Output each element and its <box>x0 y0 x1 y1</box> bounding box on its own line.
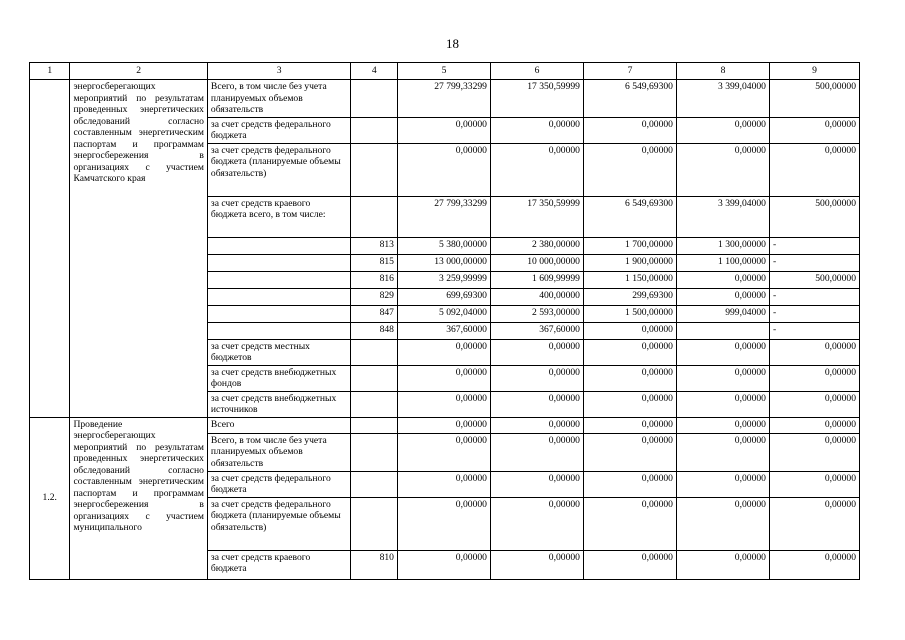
funding-source: за счет средств федерального бюджета (планируемые объемы обязательств) <box>207 497 351 550</box>
value-year-3: 3 399,04000 <box>676 80 769 118</box>
value-year-3: 0,00000 <box>676 433 769 471</box>
budget-code <box>351 339 398 365</box>
value-year-2: 0,00000 <box>583 117 676 143</box>
row-number: 1.2. <box>30 417 70 579</box>
budget-table <box>29 62 860 580</box>
value-year-3 <box>676 322 769 339</box>
budget-code: 848 <box>351 322 398 339</box>
value-year-2: 299,69300 <box>583 288 676 305</box>
funding-source: за счет средств федерального бюджета <box>207 117 351 143</box>
value-year-1: 0,00000 <box>490 391 583 417</box>
value-total: 0,00000 <box>397 365 490 391</box>
value-total: 5 092,04000 <box>397 305 490 322</box>
value-year-3: 0,00000 <box>676 497 769 550</box>
budget-code <box>351 471 398 497</box>
value-year-1: 0,00000 <box>490 365 583 391</box>
value-year-1: 17 350,59999 <box>490 196 583 237</box>
value-total: 5 380,00000 <box>397 237 490 254</box>
value-year-3: 0,00000 <box>676 365 769 391</box>
value-year-2: 0,00000 <box>583 433 676 471</box>
value-year-4: - <box>769 237 859 254</box>
value-year-2: 1 700,00000 <box>583 237 676 254</box>
column-header: 7 <box>583 63 676 80</box>
value-year-4: 0,00000 <box>769 339 859 365</box>
budget-code <box>351 117 398 143</box>
value-year-1: 0,00000 <box>490 143 583 196</box>
value-year-3: 0,00000 <box>676 117 769 143</box>
value-year-2: 0,00000 <box>583 143 676 196</box>
budget-code <box>351 365 398 391</box>
value-total: 0,00000 <box>397 433 490 471</box>
funding-source: Всего <box>207 417 351 433</box>
page-number: 18 <box>446 36 459 51</box>
budget-code <box>351 143 398 196</box>
value-year-4: - <box>769 254 859 271</box>
value-year-4: 0,00000 <box>769 471 859 497</box>
value-total: 0,00000 <box>397 143 490 196</box>
value-year-2: 0,00000 <box>583 365 676 391</box>
activity-name: Проведение энергосберегающих мероприятий по результатам проведенных энергетических обследований согласно составленным энергетическим паспортам и программам энергосбережения в организациях с участием муниципального <box>70 417 207 579</box>
value-year-2: 0,00000 <box>583 339 676 365</box>
value-year-1: 2 593,00000 <box>490 305 583 322</box>
value-year-1: 367,60000 <box>490 322 583 339</box>
value-year-4: 500,00000 <box>769 80 859 118</box>
header-row <box>30 63 860 80</box>
value-year-4: 0,00000 <box>769 550 859 579</box>
column-header: 5 <box>397 63 490 80</box>
value-year-1: 400,00000 <box>490 288 583 305</box>
budget-code: 829 <box>351 288 398 305</box>
value-year-4: - <box>769 288 859 305</box>
value-total: 0,00000 <box>397 417 490 433</box>
value-year-1: 0,00000 <box>490 417 583 433</box>
column-header: 3 <box>207 63 351 80</box>
budget-code: 813 <box>351 237 398 254</box>
funding-source <box>207 305 351 322</box>
budget-code: 847 <box>351 305 398 322</box>
funding-source: Всего, в том числе без учета планируемых объемов обязательств <box>207 433 351 471</box>
value-year-4: 0,00000 <box>769 391 859 417</box>
value-total: 3 259,99999 <box>397 271 490 288</box>
value-year-4: 500,00000 <box>769 271 859 288</box>
value-year-1: 10 000,00000 <box>490 254 583 271</box>
column-header: 1 <box>30 63 70 80</box>
funding-source: за счет средств краевого бюджета <box>207 550 351 579</box>
column-header: 6 <box>490 63 583 80</box>
value-year-3: 0,00000 <box>676 288 769 305</box>
value-year-3: 1 100,00000 <box>676 254 769 271</box>
value-year-1: 0,00000 <box>490 471 583 497</box>
value-year-3: 0,00000 <box>676 550 769 579</box>
value-year-3: 3 399,04000 <box>676 196 769 237</box>
budget-code <box>351 196 398 237</box>
funding-source <box>207 288 351 305</box>
value-year-2: 6 549,69300 <box>583 196 676 237</box>
value-year-4: 0,00000 <box>769 143 859 196</box>
value-year-2: 0,00000 <box>583 322 676 339</box>
budget-code: 815 <box>351 254 398 271</box>
value-year-3: 0,00000 <box>676 271 769 288</box>
value-year-1: 0,00000 <box>490 117 583 143</box>
funding-source: за счет средств внебюджетных источников <box>207 391 351 417</box>
funding-source: за счет средств федерального бюджета (планируемые объемы обязательств) <box>207 143 351 196</box>
value-year-2: 0,00000 <box>583 497 676 550</box>
value-total: 0,00000 <box>397 550 490 579</box>
column-header: 8 <box>676 63 769 80</box>
funding-source: Всего, в том числе без учета планируемых объемов обязательств <box>207 80 351 118</box>
column-header: 4 <box>351 63 398 80</box>
funding-source <box>207 237 351 254</box>
value-year-3: 1 300,00000 <box>676 237 769 254</box>
row-number <box>30 80 70 418</box>
value-year-2: 0,00000 <box>583 417 676 433</box>
value-total: 0,00000 <box>397 391 490 417</box>
funding-source <box>207 271 351 288</box>
value-year-4: - <box>769 305 859 322</box>
value-year-1: 2 380,00000 <box>490 237 583 254</box>
value-year-2: 1 500,00000 <box>583 305 676 322</box>
column-header: 9 <box>769 63 859 80</box>
value-total: 0,00000 <box>397 339 490 365</box>
value-year-1: 0,00000 <box>490 433 583 471</box>
value-year-2: 0,00000 <box>583 550 676 579</box>
column-header: 2 <box>70 63 207 80</box>
value-total: 13 000,00000 <box>397 254 490 271</box>
value-year-4: 0,00000 <box>769 433 859 471</box>
funding-source <box>207 254 351 271</box>
funding-source: за счет средств федерального бюджета <box>207 471 351 497</box>
value-year-2: 1 150,00000 <box>583 271 676 288</box>
value-year-1: 1 609,99999 <box>490 271 583 288</box>
table-row <box>30 80 860 118</box>
budget-code: 816 <box>351 271 398 288</box>
value-year-1: 0,00000 <box>490 550 583 579</box>
budget-code <box>351 417 398 433</box>
value-year-1: 0,00000 <box>490 339 583 365</box>
budget-code <box>351 497 398 550</box>
value-total: 0,00000 <box>397 497 490 550</box>
funding-source: за счет средств внебюджетных фондов <box>207 365 351 391</box>
table-row <box>30 417 860 433</box>
value-total: 699,69300 <box>397 288 490 305</box>
value-year-3: 0,00000 <box>676 471 769 497</box>
value-year-2: 6 549,69300 <box>583 80 676 118</box>
value-total: 27 799,33299 <box>397 80 490 118</box>
value-year-4: - <box>769 322 859 339</box>
value-total: 367,60000 <box>397 322 490 339</box>
value-year-4: 500,00000 <box>769 196 859 237</box>
value-year-1: 0,00000 <box>490 497 583 550</box>
budget-code <box>351 433 398 471</box>
value-year-4: 0,00000 <box>769 365 859 391</box>
funding-source: за счет средств местных бюджетов <box>207 339 351 365</box>
value-year-1: 17 350,59999 <box>490 80 583 118</box>
value-total: 0,00000 <box>397 117 490 143</box>
value-year-2: 1 900,00000 <box>583 254 676 271</box>
value-year-2: 0,00000 <box>583 391 676 417</box>
funding-source <box>207 322 351 339</box>
value-year-2: 0,00000 <box>583 471 676 497</box>
activity-name: энергосберегающих мероприятий по результатам проведенных энергетических обследований согласно составленным энергетическим паспортам и программам энергосбережения в организациях с участием Камчатского края <box>70 80 207 418</box>
value-year-3: 0,00000 <box>676 391 769 417</box>
budget-code: 810 <box>351 550 398 579</box>
value-year-4: 0,00000 <box>769 117 859 143</box>
value-year-3: 0,00000 <box>676 417 769 433</box>
budget-code <box>351 80 398 118</box>
budget-code <box>351 391 398 417</box>
value-year-3: 0,00000 <box>676 339 769 365</box>
value-year-3: 999,04000 <box>676 305 769 322</box>
value-year-3: 0,00000 <box>676 143 769 196</box>
funding-source: за счет средств краевого бюджета всего, в том числе: <box>207 196 351 237</box>
value-year-4: 0,00000 <box>769 417 859 433</box>
value-year-4: 0,00000 <box>769 497 859 550</box>
value-total: 0,00000 <box>397 471 490 497</box>
value-total: 27 799,33299 <box>397 196 490 237</box>
